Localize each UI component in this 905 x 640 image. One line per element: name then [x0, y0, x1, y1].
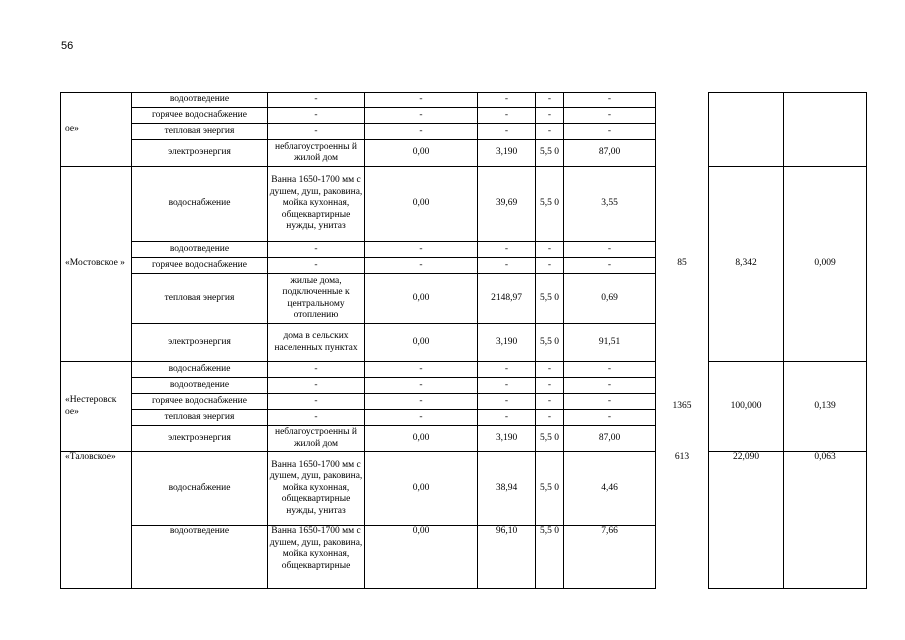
value-cell: 0,69: [564, 274, 656, 324]
value-cell: 5,5 0: [536, 167, 564, 242]
summary-cell: 22,090: [709, 452, 784, 589]
value-cell: -: [478, 124, 536, 140]
value-cell: -: [478, 93, 536, 108]
service-cell: электроэнергия: [132, 426, 268, 452]
consumer-cell: неблагоустроенны й жилой дом: [268, 426, 365, 452]
summary-cell: 0,139: [784, 362, 867, 452]
service-cell: водоотведение: [132, 526, 268, 589]
value-cell: 91,51: [564, 324, 656, 362]
settlement-cell: «Таловское»: [61, 452, 132, 589]
value-cell: -: [536, 93, 564, 108]
value-cell: -: [365, 108, 478, 124]
consumer-cell: -: [268, 410, 365, 426]
value-cell: 5,5 0: [536, 526, 564, 589]
table-row: [61, 93, 867, 108]
summary-cell-empty: [709, 93, 784, 167]
value-cell: -: [478, 410, 536, 426]
summary-cell: 1365: [656, 362, 709, 452]
value-cell: -: [536, 242, 564, 258]
value-cell: -: [536, 394, 564, 410]
tariff-table-part-1: [60, 92, 867, 452]
summary-cell: 100,000: [709, 362, 784, 452]
page-number: 56: [61, 40, 74, 52]
value-cell: 7,66: [564, 526, 656, 589]
consumer-cell: -: [268, 108, 365, 124]
value-cell: 39,69: [478, 167, 536, 242]
service-cell: водоотведение: [132, 378, 268, 394]
value-cell: 5,5 0: [536, 274, 564, 324]
service-cell: водоснабжение: [132, 362, 268, 378]
value-cell: 5,5 0: [536, 452, 564, 526]
summary-cell: 0,009: [784, 167, 867, 362]
service-cell: горячее водоснабжение: [132, 108, 268, 124]
consumer-cell: -: [268, 362, 365, 378]
value-cell: 3,55: [564, 167, 656, 242]
consumer-cell: Ванна 1650-1700 мм с душем, душ, раковина, мойка кухонная, общеквартирные: [268, 526, 365, 589]
value-cell: 4,46: [564, 452, 656, 526]
consumer-cell: -: [268, 124, 365, 140]
summary-cell-empty: [656, 93, 709, 167]
value-cell: -: [365, 394, 478, 410]
value-cell: 3,190: [478, 426, 536, 452]
summary-cell: 8,342: [709, 167, 784, 362]
value-cell: -: [564, 242, 656, 258]
consumer-cell: -: [268, 93, 365, 108]
value-cell: -: [564, 108, 656, 124]
value-cell: -: [536, 108, 564, 124]
value-cell: 87,00: [564, 140, 656, 167]
summary-cell-empty: [784, 93, 867, 167]
value-cell: 5,5 0: [536, 426, 564, 452]
value-cell: -: [564, 362, 656, 378]
settlement-cell: «Нестеровск ое»: [61, 362, 132, 452]
value-cell: -: [478, 394, 536, 410]
value-cell: -: [536, 378, 564, 394]
value-cell: 5,5 0: [536, 140, 564, 167]
settlement-cell: «Мостовское »: [61, 167, 132, 362]
service-cell: водоснабжение: [132, 452, 268, 526]
value-cell: -: [564, 394, 656, 410]
value-cell: -: [564, 93, 656, 108]
service-cell: водоснабжение: [132, 167, 268, 242]
value-cell: -: [564, 124, 656, 140]
value-cell: -: [365, 258, 478, 274]
value-cell: 5,5 0: [536, 324, 564, 362]
value-cell: -: [536, 362, 564, 378]
value-cell: -: [564, 410, 656, 426]
service-cell: тепловая энергия: [132, 410, 268, 426]
value-cell: 0,00: [365, 167, 478, 242]
service-cell: водоотведение: [132, 93, 268, 108]
consumer-cell: -: [268, 242, 365, 258]
service-cell: горячее водоснабжение: [132, 394, 268, 410]
consumer-cell: дома в сельских населенных пунктах: [268, 324, 365, 362]
summary-cell: 613: [656, 452, 709, 589]
value-cell: -: [478, 242, 536, 258]
consumer-cell: неблагоустроенны й жилой дом: [268, 140, 365, 167]
value-cell: -: [478, 108, 536, 124]
value-cell: 0,00: [365, 526, 478, 589]
value-cell: -: [478, 258, 536, 274]
service-cell: тепловая энергия: [132, 124, 268, 140]
value-cell: -: [365, 362, 478, 378]
value-cell: -: [365, 242, 478, 258]
value-cell: -: [536, 258, 564, 274]
summary-cell: 0,063: [784, 452, 867, 589]
value-cell: 0,00: [365, 452, 478, 526]
value-cell: 3,190: [478, 140, 536, 167]
consumer-cell: жилые дома, подключенные к центральному отоплению: [268, 274, 365, 324]
consumer-cell: -: [268, 378, 365, 394]
value-cell: -: [536, 410, 564, 426]
tariff-table-part-2: [60, 451, 867, 589]
service-cell: горячее водоснабжение: [132, 258, 268, 274]
value-cell: 3,190: [478, 324, 536, 362]
consumer-cell: -: [268, 258, 365, 274]
value-cell: -: [365, 93, 478, 108]
value-cell: 0,00: [365, 274, 478, 324]
summary-cell: 85: [656, 167, 709, 362]
value-cell: -: [365, 378, 478, 394]
service-cell: тепловая энергия: [132, 274, 268, 324]
value-cell: -: [365, 124, 478, 140]
value-cell: 96,10: [478, 526, 536, 589]
consumer-cell: -: [268, 394, 365, 410]
value-cell: -: [536, 124, 564, 140]
value-cell: 87,00: [564, 426, 656, 452]
service-cell: водоотведение: [132, 242, 268, 258]
service-cell: электроэнергия: [132, 140, 268, 167]
table-row: [61, 167, 867, 242]
service-cell: электроэнергия: [132, 324, 268, 362]
value-cell: -: [564, 258, 656, 274]
value-cell: -: [564, 378, 656, 394]
table-row: [61, 452, 867, 526]
value-cell: -: [478, 378, 536, 394]
value-cell: 0,00: [365, 140, 478, 167]
value-cell: 0,00: [365, 324, 478, 362]
value-cell: 0,00: [365, 426, 478, 452]
settlement-cell: ое»: [61, 93, 132, 167]
value-cell: -: [478, 362, 536, 378]
value-cell: -: [365, 410, 478, 426]
value-cell: 38,94: [478, 452, 536, 526]
value-cell: 2148,97: [478, 274, 536, 324]
table-row: [61, 362, 867, 378]
consumer-cell: Ванна 1650-1700 мм с душем, душ, раковина, мойка кухонная, общеквартирные нужды, унитаз: [268, 167, 365, 242]
consumer-cell: Ванна 1650-1700 мм с душем, душ, раковина, мойка кухонная, общеквартирные нужды, унитаз: [268, 452, 365, 526]
